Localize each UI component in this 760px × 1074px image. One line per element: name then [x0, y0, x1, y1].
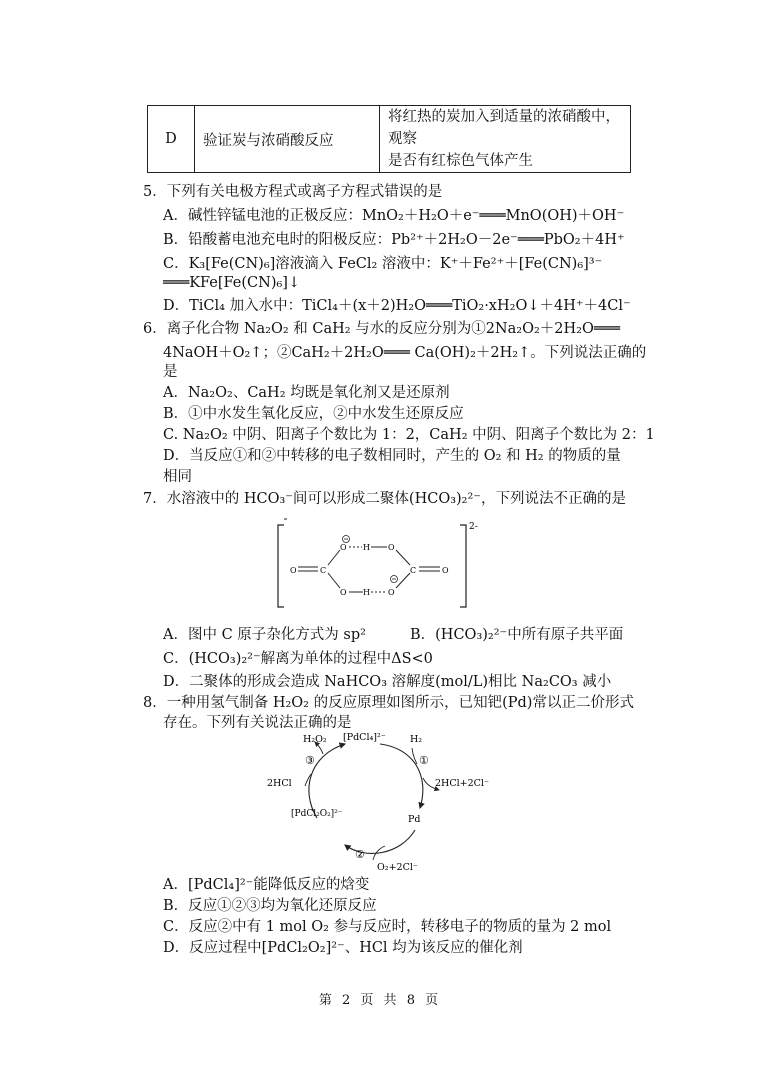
svg-text:H: H	[363, 543, 370, 552]
q6-option-d-line2: 相同	[163, 469, 192, 485]
q7-option-b: B．(HCO₃)₂²⁻中所有原子共平面	[410, 627, 624, 643]
table-cell-purpose: 验证炭与浓硝酸反应	[195, 106, 380, 173]
cycle-step1-label: ①	[419, 754, 429, 767]
q8-option-c: C．反应②中有 1 mol O₂ 参与反应时，转移电子的物质的量为 2 mol	[163, 919, 612, 935]
q7-option-d: D．二聚体的形成会造成 NaHCO₃ 溶解度(mol/L)相比 Na₂CO₃ 减小	[163, 674, 612, 690]
cycle-top-species: [PdCl₄]²⁻	[343, 732, 386, 743]
atom-o-right: O	[442, 566, 449, 575]
cycle-o2-label: O₂+2Cl⁻	[377, 862, 418, 873]
atom-c-left: C	[320, 566, 327, 575]
q5-option-b: B．铅酸蓄电池充电时的阳极反应：Pb²⁺＋2H₂O－2e⁻═══PbO₂＋4H⁺	[163, 232, 625, 248]
q5-option-d: D．TiCl₄ 加入水中：TiCl₄＋(x＋2)H₂O═══TiO₂·xH₂O↓＋4H⁺＋4Cl⁻	[163, 298, 631, 314]
cycle-h2-label: H₂	[410, 734, 423, 745]
cycle-arc-step1	[380, 744, 423, 808]
q8-option-d: D．反应过程中[PdCl₂O₂]²⁻、HCl 均为该反应的催化剂	[163, 940, 523, 956]
cycle-hcl-label: 2HCl	[267, 778, 292, 789]
h2-in-arrow	[412, 748, 417, 764]
atom-o-left: O	[290, 566, 297, 575]
q7-option-c: C．(HCO₃)₂²⁻解离为单体的过程中ΔS<0	[163, 651, 433, 667]
cycle-pd-label: Pd	[408, 814, 421, 825]
svg-text:O: O	[388, 588, 395, 597]
q6-option-c: C. Na₂O₂ 中阴、阳离子个数比为 1：2，CaH₂ 中阴、阳离子个数比为 2：1	[163, 427, 655, 443]
cycle-step2-label: ②	[355, 848, 365, 861]
table-cell-label: D	[148, 106, 195, 173]
dimer-charge: 2-	[469, 522, 478, 532]
q8-option-a: A．[PdCl₄]²⁻能降低反应的焓变	[163, 877, 370, 893]
experiment-table	[147, 105, 631, 173]
q7-option-a: A．图中 C 原子杂化方式为 sp²	[163, 627, 366, 643]
dimer-structure-diagram	[270, 515, 485, 615]
q5-stem: 5．下列有关电极方程式或离子方程式错误的是	[143, 184, 443, 200]
cycle-complex-label: [PdCl₂O₂]²⁻	[291, 809, 343, 819]
q8-stem-line2: 存在。下列有关说法正确的是	[163, 715, 352, 731]
q5-option-c-line1: C．K₃[Fe(CN)₆]溶液滴入 FeCl₂ 溶液中：K⁺＋Fe²⁺＋[Fe(CN)₆]³⁻	[163, 256, 603, 272]
cycle-out1-label: 2HCl+2Cl⁻	[435, 778, 489, 789]
q5-option-a: A．碱性锌锰电池的正极反应：MnO₂＋H₂O＋e⁻═══MnO(OH)＋OH⁻	[163, 208, 625, 224]
svg-text:O: O	[388, 543, 395, 552]
svg-text:H: H	[363, 588, 370, 597]
q6-option-a: A．Na₂O₂、CaH₂ 均既是氧化剂又是还原剂	[163, 385, 450, 401]
svg-text:O: O	[340, 543, 347, 552]
q5-option-c-line2: ═══KFe[Fe(CN)₆]↓	[163, 275, 301, 291]
atom-c-right: C	[410, 566, 417, 575]
method-line-2: 是否有红棕色气体产生	[388, 153, 533, 169]
method-line-1: 将红热的炭加入到适量的浓硝酸中，观察	[388, 109, 620, 147]
left-bracket	[278, 525, 284, 607]
q6-stem-line1: 6．离子化合物 Na₂O₂ 和 CaH₂ 与水的反应分别为①2Na₂O₂＋2H₂O═══	[143, 321, 621, 337]
page-footer: 第 2 页 共 8 页	[318, 993, 442, 1008]
table-cell-method	[380, 106, 631, 173]
svg-text:O: O	[340, 588, 347, 597]
q6-option-d-line1: D．当反应①和②中转移的电子数相同时，产生的 O₂ 和 H₂ 的物质的量	[163, 448, 621, 464]
cycle-step3-label: ③	[305, 754, 315, 767]
catalytic-cycle-diagram	[255, 730, 500, 875]
q7-stem: 7．水溶液中的 HCO₃⁻间可以形成二聚体(HCO₃)₂²⁻，下列说法不正确的是	[143, 491, 626, 507]
q6-stem-line3: 是	[163, 364, 178, 380]
right-bracket	[460, 525, 466, 607]
q8-option-b: B．反应①②③均为氧化还原反应	[163, 898, 377, 914]
table-row	[148, 106, 631, 173]
q6-option-b: B．①中水发生氧化反应，②中水发生还原反应	[163, 406, 464, 422]
q6-stem-line2: 4NaOH＋O₂↑；②CaH₂＋2H₂O═══ Ca(OH)₂＋2H₂↑。下列说法正确的	[163, 345, 647, 361]
cycle-h2o2-label: H₂O₂	[303, 734, 327, 745]
q8-stem-line1: 8．一种用氢气制备 H₂O₂ 的反应原理如图所示，已知钯(Pd)常以正二价形式	[143, 695, 634, 711]
